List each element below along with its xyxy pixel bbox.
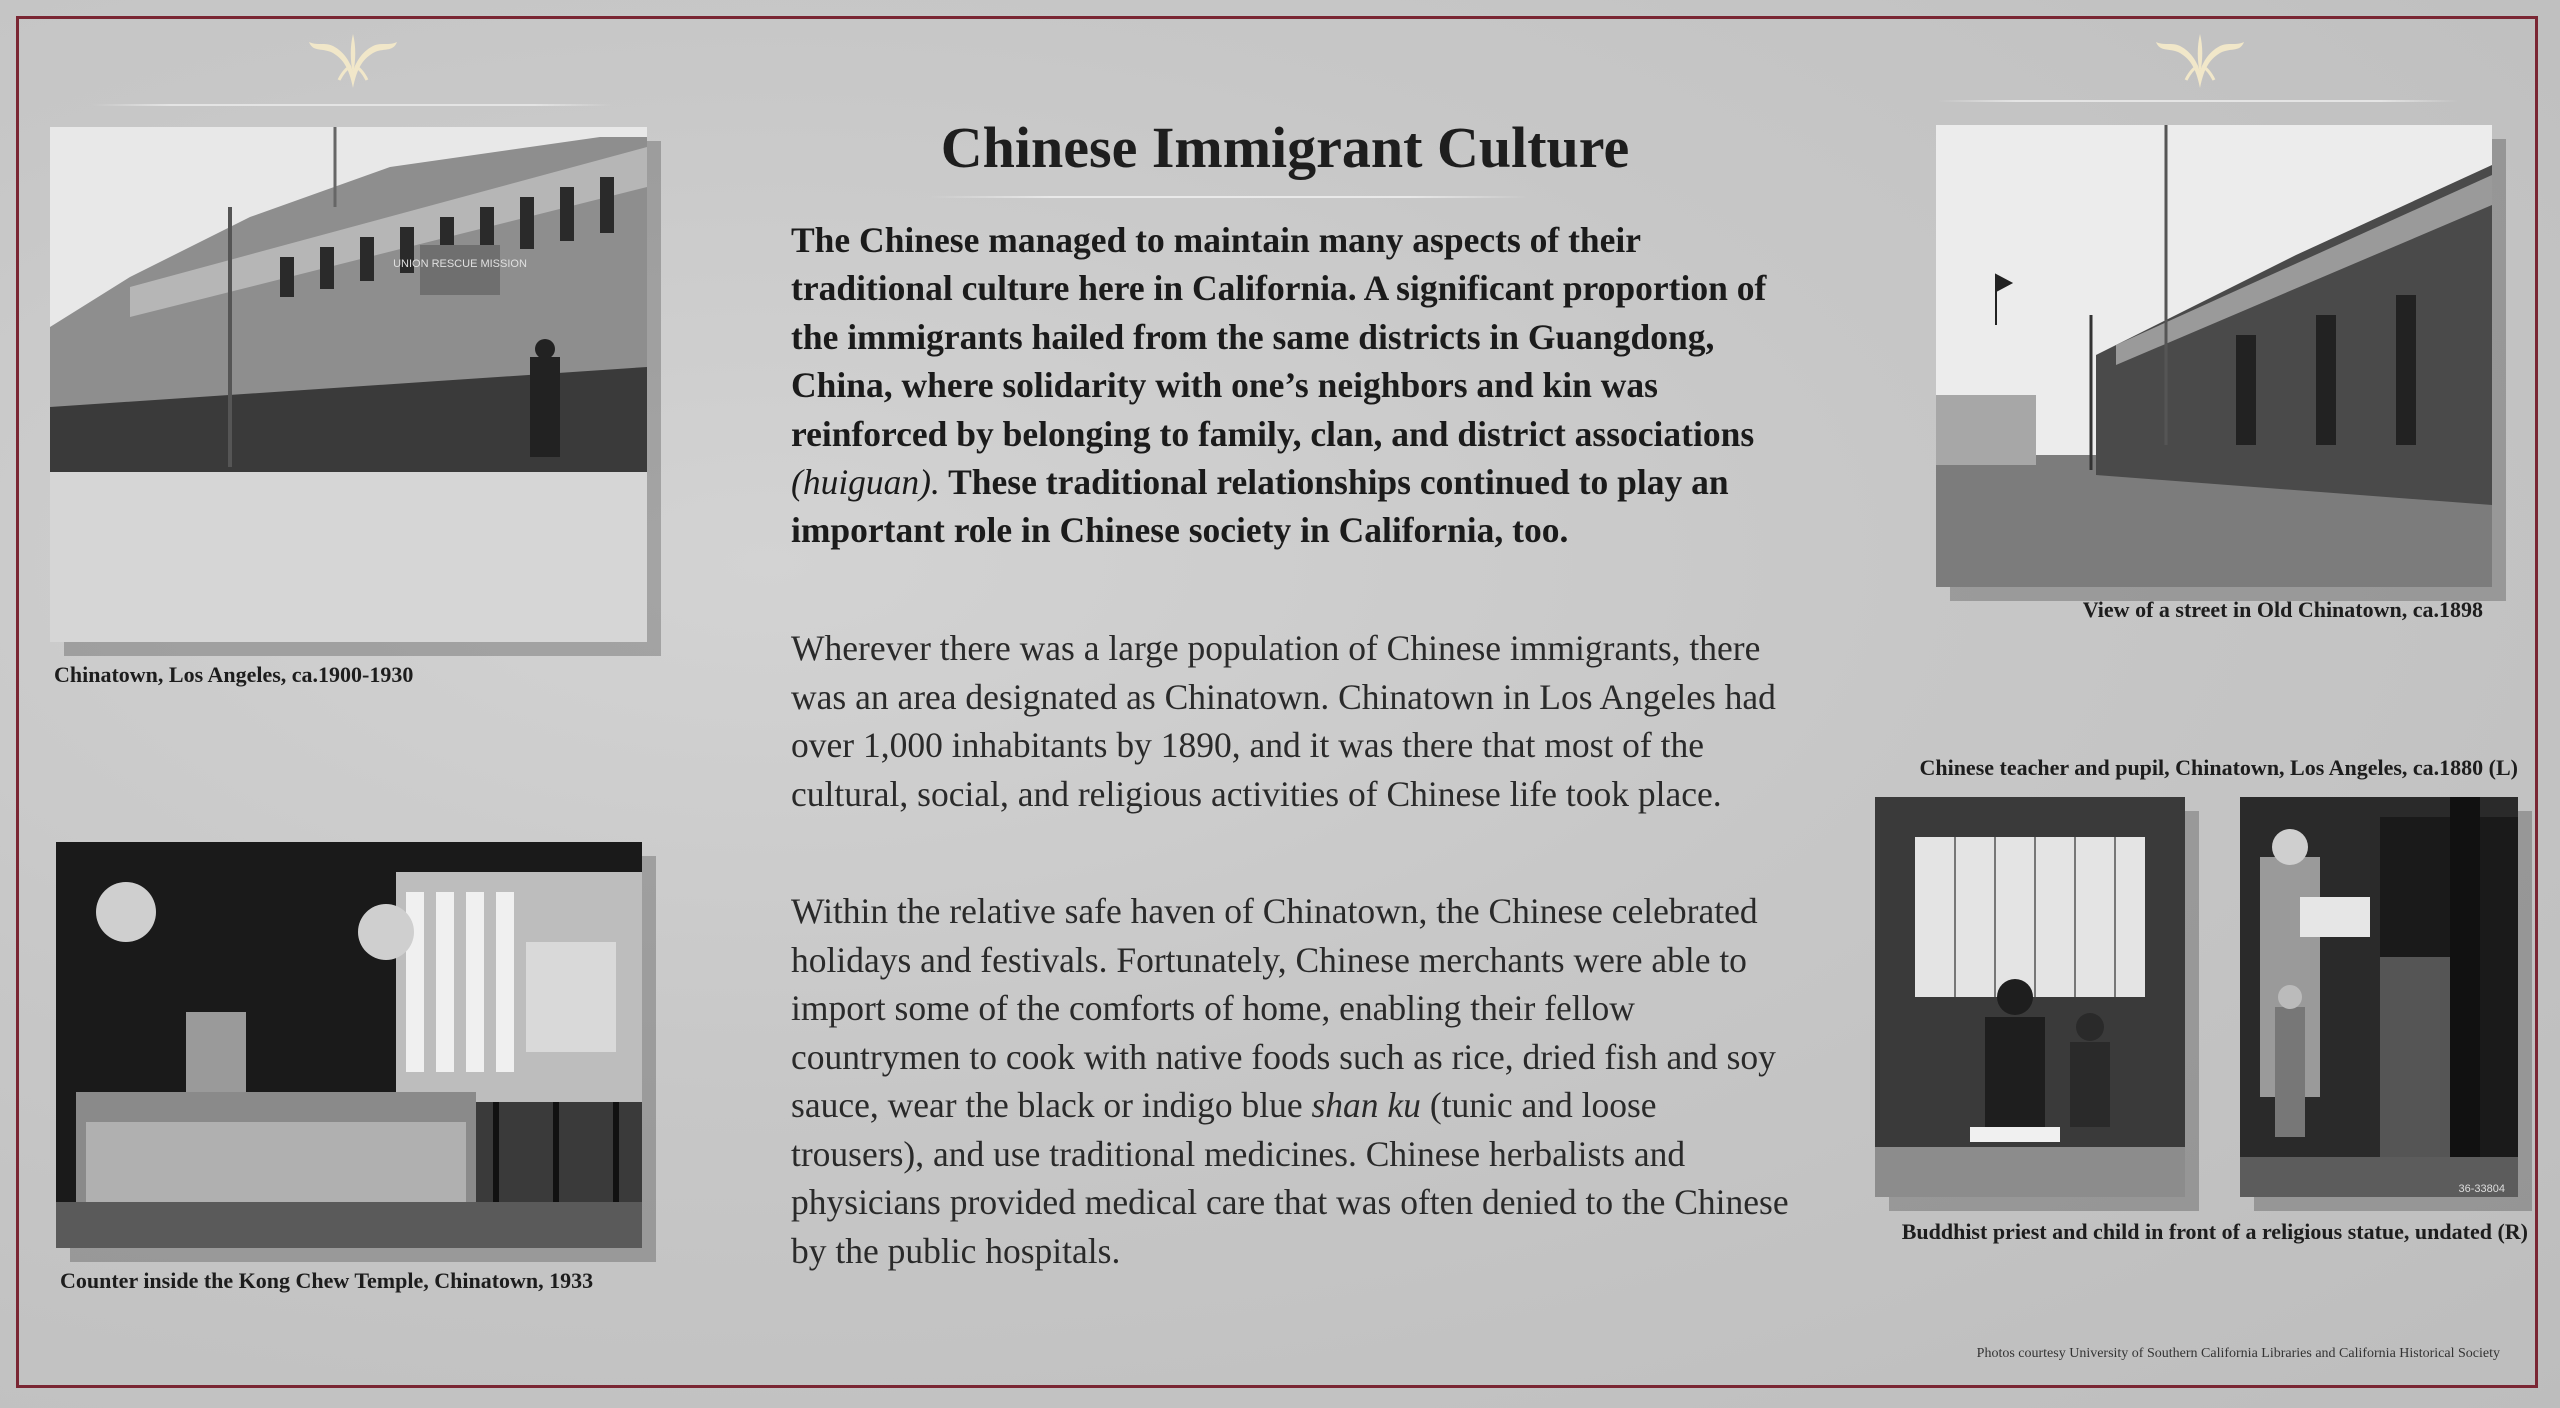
fleur-ornament-icon xyxy=(2150,28,2250,92)
photo-catalog-number: 36-33804 xyxy=(2458,1183,2505,1195)
third-paragraph xyxy=(791,887,1791,1275)
third-paragraph-text-end: (tunic and loose trousers), and use traditional medicines. Chinese herbalists and physicians provided medical care that was often denied to the Chinese by the public hospitals. xyxy=(791,1085,1789,1271)
top-left-rule xyxy=(92,104,612,106)
caption-teacher-pupil: Chinese teacher and pupil, Chinatown, Los Angeles, ca.1880 (L) xyxy=(1919,755,2518,780)
lead-paragraph-italic: (huiguan). xyxy=(791,462,940,503)
photo-old-chinatown-street xyxy=(1936,125,2492,587)
third-paragraph-text: Within the relative safe haven of Chinatown, the Chinese celebrated holidays and festivals. Fortunately, Chinese merchants were able to import some of the comforts of home, enabling their fellow countrymen to cook with native foods such as rice, dried fish and soy sauce, wear the black or indigo blue xyxy=(791,891,1776,1125)
caption-old-chinatown-street: View of a street in Old Chinatown, ca.1898 xyxy=(2082,597,2483,622)
photo-teacher-pupil xyxy=(1875,797,2185,1197)
third-paragraph-italic: shan ku xyxy=(1311,1085,1421,1125)
photo-chinatown-street xyxy=(50,127,647,642)
photo-kong-chew-temple xyxy=(56,842,642,1248)
caption-buddhist-priest: Buddhist priest and child in front of a religious statue, undated (R) xyxy=(1901,1219,2528,1244)
caption-kong-chew-temple: Counter inside the Kong Chew Temple, Chinatown, 1933 xyxy=(60,1268,594,1293)
caption-chinatown-street: Chinatown, Los Angeles, ca.1900-1930 xyxy=(54,662,414,687)
fleur-ornament-icon xyxy=(303,28,403,92)
photo-credit: Photos courtesy University of Southern California Libraries and California Historical Society xyxy=(1976,1346,2500,1361)
second-paragraph: Wherever there was a large population of Chinese immigrants, there was an area designated as Chinatown. Chinatown in Los Angeles had over 1,000 inhabitants by 1890, and it was there that most of the cultural, social, and religious activities of Chinese life took place. xyxy=(791,628,1776,814)
lead-paragraph-text: The Chinese managed to maintain many aspects of their traditional culture here in California. A significant proportion of the immigrants hailed from the same districts in Guangdong, China, where solidarity with one’s neighbors and kin was reinforced by belonging to family, clan, and district associations xyxy=(791,220,1767,454)
top-right-rule xyxy=(1938,100,2458,102)
lead-paragraph xyxy=(791,216,1791,555)
photo-buddhist-priest xyxy=(2240,797,2518,1197)
page-title: Chinese Immigrant Culture xyxy=(940,115,1630,180)
title-rule xyxy=(930,196,1530,198)
mission-sign-text: UNION RESCUE MISSION xyxy=(393,258,527,270)
lead-paragraph-text-end: These traditional relationships continued to play an important role in Chinese society in California, too. xyxy=(791,462,1729,551)
